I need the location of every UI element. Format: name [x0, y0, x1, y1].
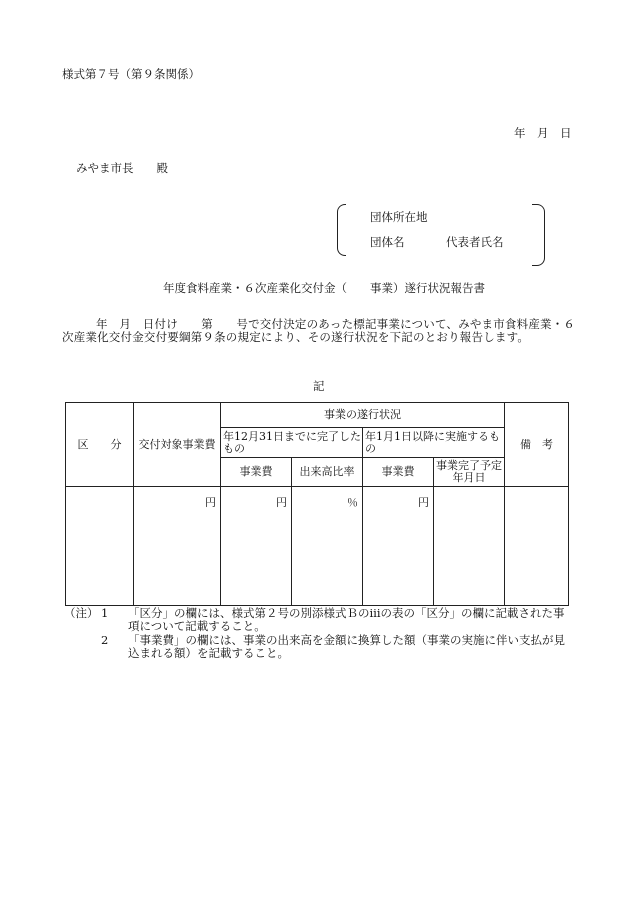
representative-label: 代表者氏名 — [446, 235, 504, 249]
note-text: 「事業費」の欄には、事業の出来高を金額に換算した額（事業の実施に伴い支払が見込まれる額）を記載すること。 — [128, 633, 565, 660]
cell-rate-pct: ％ — [292, 487, 363, 606]
address-label: 団体所在地 — [370, 210, 428, 224]
note-text: 「区分」の欄には、様式第２号の別添様式Ｂのⅲの表の「区分」の欄に記載された事項について記載すること。 — [128, 606, 565, 633]
date-line: 年 月 日 — [514, 126, 572, 140]
note-item — [64, 634, 574, 660]
cell-kubun — [66, 487, 134, 606]
notes — [64, 607, 574, 661]
body-paragraph: 年 月 日付け 第 号で交付決定のあった標記事業について、みやま市食料産業・６次産業化交付金交付要綱第９条の規定により、その遂行状況を下記のとおり報告します。 — [62, 317, 576, 344]
cell-cost2-yen: 円 — [363, 487, 434, 606]
header-status: 事業の遂行状況 — [221, 403, 505, 428]
subheader-cost1: 事業費 — [221, 458, 292, 487]
header-completed: 年12月31日までに完了したもの — [221, 428, 363, 458]
right-bracket — [532, 204, 545, 266]
header-after: 年1月1日以降に実施するもの — [363, 428, 505, 458]
ki-heading: 記 — [313, 379, 325, 393]
left-bracket — [337, 204, 346, 256]
cell-completion-date — [434, 487, 505, 606]
cell-cost1-yen: 円 — [221, 487, 292, 606]
header-kubun: 区 分 — [66, 403, 134, 487]
header-remarks: 備 考 — [505, 403, 569, 487]
document-title: 年度食料産業・６次産業化交付金（ 事業）遂行状況報告書 — [163, 281, 485, 295]
cell-target-yen: 円 — [134, 487, 221, 606]
note-item — [64, 607, 574, 633]
subheader-completion-date: 事業完了予定年月日 — [434, 458, 505, 487]
note-number: 1 — [101, 606, 109, 620]
form-number: 様式第７号（第９条関係） — [62, 67, 200, 81]
org-name-label: 団体名 — [370, 235, 405, 249]
subheader-rate: 出来高比率 — [292, 458, 363, 487]
cell-remarks — [505, 487, 569, 606]
addressee: みやま市長 殿 — [76, 161, 168, 175]
header-target-cost: 交付対象事業費 — [134, 403, 221, 487]
status-table — [65, 402, 569, 606]
notes-label: （注） — [64, 606, 99, 620]
note-number: 2 — [101, 633, 109, 647]
subheader-cost2: 事業費 — [363, 458, 434, 487]
